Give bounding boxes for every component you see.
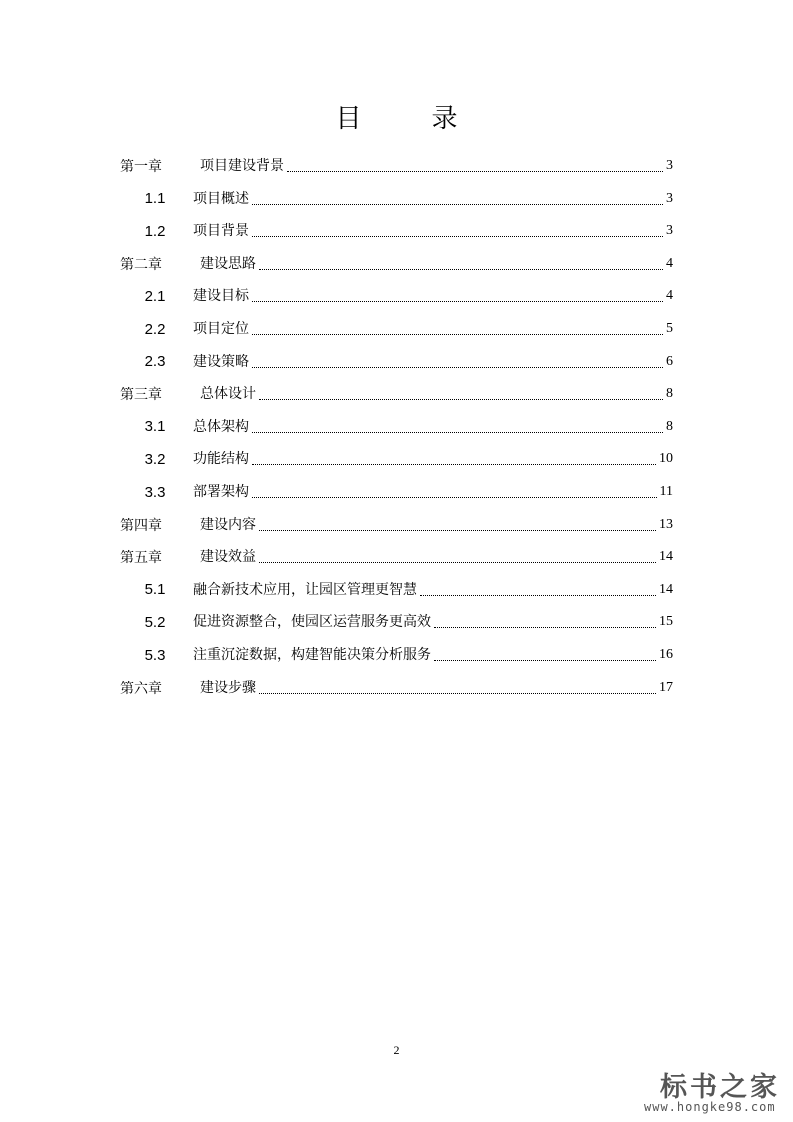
toc-entry[interactable] [0,378,793,410]
toc-entry[interactable] [0,541,793,573]
watermark-brand: 标书之家 [660,1072,780,1103]
toc-entry-number: 第三章 [120,387,162,404]
toc-entry[interactable] [0,248,793,280]
toc-entry-number: 第四章 [120,517,162,534]
toc-leader-dots [252,204,663,205]
toc-entry-line [200,150,673,182]
toc-entry[interactable] [0,672,793,704]
watermark-logo [640,1065,790,1117]
toc-entry-line [193,574,673,606]
toc-entry-number: 第二章 [120,256,162,273]
toc-entry-line [193,476,673,508]
toc-entry-page: 17 [659,679,673,695]
toc-entry-number: 5.1 [144,581,166,599]
toc-entry-line [200,509,673,541]
toc-entry[interactable] [0,443,793,475]
toc-entry-page: 15 [659,614,673,630]
toc-entry[interactable] [0,346,793,378]
toc-leader-dots [287,171,663,172]
toc-entry[interactable] [0,183,793,215]
toc-entry-page: 10 [659,451,673,467]
toc-entry-number: 1.1 [144,190,166,208]
toc-entry-number: 5.2 [144,613,166,631]
toc-entry-number: 2.2 [144,320,166,338]
toc-entry-label: 促进资源整合，使园区运营服务更高效 [193,614,431,631]
toc-entry[interactable] [0,150,793,182]
toc-entry-label: 总体架构 [193,418,249,435]
toc-entry[interactable] [0,639,793,671]
toc-entry-line [200,541,673,573]
page-number: 2 [393,1043,400,1057]
toc-leader-dots [434,627,656,628]
toc-entry-line [193,280,673,312]
toc-entry-page: 4 [666,288,673,304]
watermark-url: www.hongke98.com [644,1100,776,1114]
toc-entry-line [193,183,673,215]
toc-entry-label: 项目定位 [193,321,249,337]
toc-leader-dots [252,497,657,498]
toc-entry-page: 14 [659,549,673,565]
toc-entry[interactable] [0,476,793,508]
toc-entry[interactable] [0,411,793,443]
toc-entry-line [193,606,673,638]
toc-entry-label: 建设内容 [200,516,256,533]
toc-entry[interactable] [0,574,793,606]
toc-entry-label: 项目背景 [193,223,249,240]
toc-entry[interactable] [0,509,793,541]
toc-leader-dots [259,693,656,694]
toc-leader-dots [259,562,656,563]
toc-entry-page: 3 [666,190,673,206]
toc-entry-page: 11 [659,484,673,499]
toc-entry-number: 3.2 [144,450,166,468]
toc-leader-dots [259,269,663,270]
toc-entry-line [200,248,673,280]
toc-entry[interactable] [0,280,793,312]
toc-entry-label: 建设策略 [193,353,249,370]
toc-entry-page: 3 [666,158,673,173]
toc-entry[interactable] [0,215,793,247]
toc-entry-page: 3 [666,223,673,239]
toc-leader-dots [252,432,663,433]
toc-entry-page: 14 [659,581,673,597]
toc-leader-dots [252,367,663,368]
toc-entry-label: 总体设计 [200,386,256,403]
toc-entry-line [193,443,673,475]
toc-entry-label: 项目建设背景 [200,158,284,174]
toc-entry-number: 3.1 [144,418,166,436]
toc-entry-page: 8 [666,386,673,402]
toc-entry-line [193,215,673,247]
toc-entry-line [193,411,673,443]
toc-entry-page: 16 [659,647,673,662]
toc-title-left: 目 [335,104,362,134]
toc-entry-page: 13 [659,516,673,532]
toc-title [0,102,793,136]
toc-entry-line [193,639,673,671]
toc-entry-line [200,378,673,410]
toc-entry-number: 3.3 [144,483,166,501]
toc-entry-page: 6 [666,353,673,369]
toc-entry-number: 第六章 [120,680,162,697]
toc-entry-number: 2.1 [144,287,166,305]
toc-entry-number: 5.3 [144,646,166,664]
toc-entry-line [193,346,673,378]
toc-leader-dots [252,236,663,237]
toc-entry-label: 注重沉淀数据，构建智能决策分析服务 [193,647,431,663]
toc-entry-label: 建设步骤 [200,679,256,696]
toc-leader-dots [252,464,656,465]
toc-entry-page: 5 [666,321,673,336]
toc-leader-dots [252,334,663,335]
toc-entry-number: 1.2 [144,222,166,240]
toc-entry-label: 项目概述 [193,190,249,207]
toc-entry-number: 第一章 [120,159,162,175]
toc-entry-label: 建设效益 [200,549,256,566]
toc-entry[interactable] [0,606,793,638]
toc-leader-dots [252,301,663,302]
toc-entry-label: 融合新技术应用，让园区管理更智慧 [193,581,417,598]
toc-entry-number: 2.3 [144,353,166,371]
toc-leader-dots [259,530,656,531]
toc-entry-page: 4 [666,255,673,271]
toc-entry-label: 建设思路 [200,255,256,272]
toc-entry-line [200,672,673,704]
toc-title-right: 录 [431,104,458,134]
toc-entry-label: 建设目标 [193,288,249,305]
toc-entry-line [193,313,673,345]
toc-entry-label: 功能结构 [193,451,249,468]
toc-entry-number: 第五章 [120,550,162,567]
toc-entry[interactable] [0,313,793,345]
toc-leader-dots [259,399,663,400]
toc-entry-page: 8 [666,418,673,434]
toc-leader-dots [420,595,656,596]
toc-leader-dots [434,660,656,661]
toc-entry-label: 部署架构 [193,484,249,500]
